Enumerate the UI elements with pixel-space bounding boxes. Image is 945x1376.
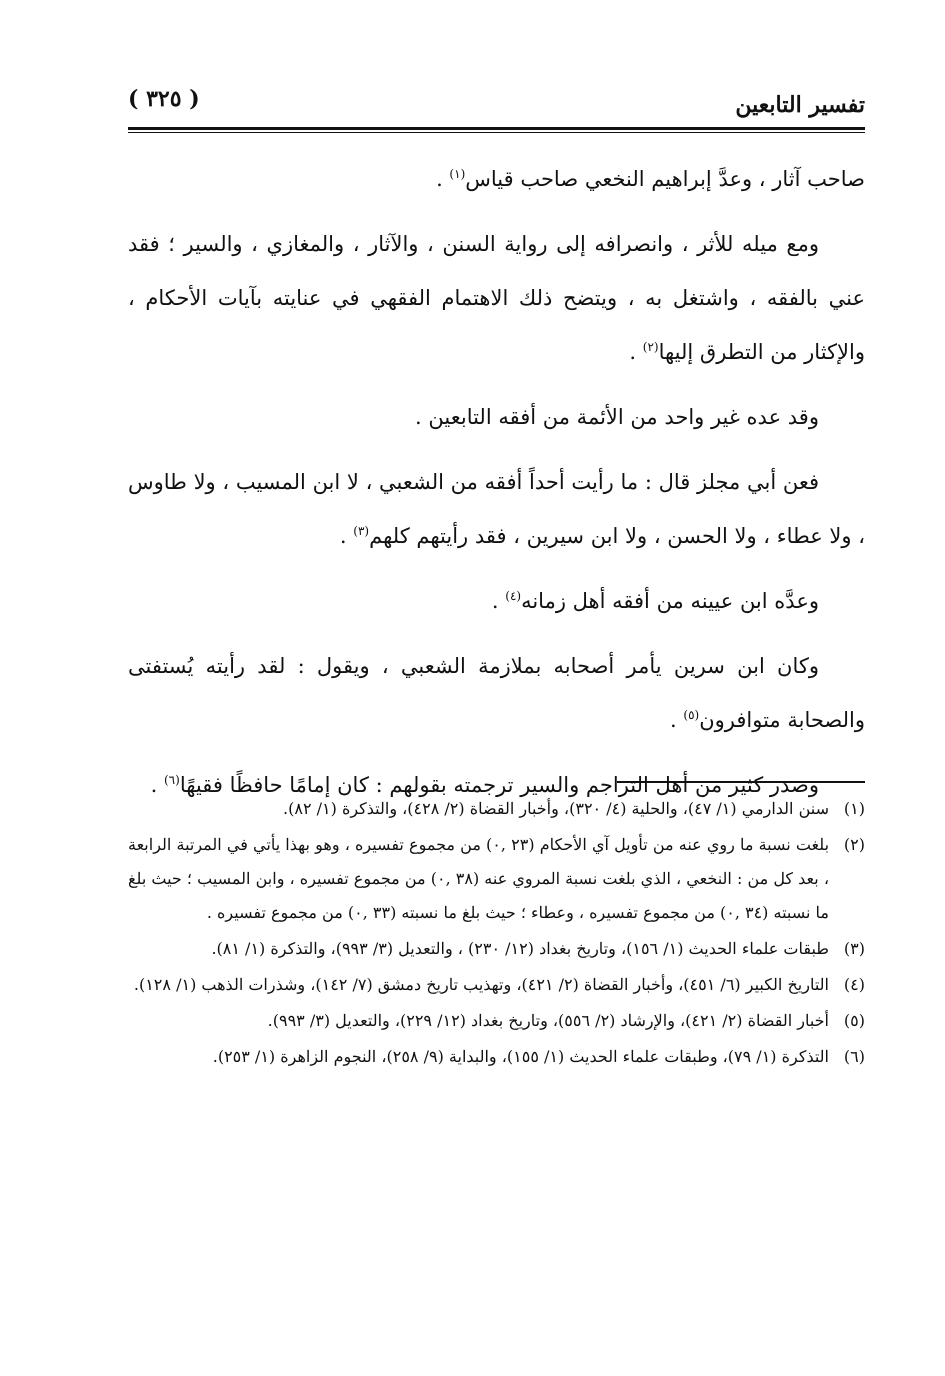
page-number: ( ٣٢٥ ) [128,86,200,112]
running-title: تفسير التابعين [735,92,865,118]
footnote-separator [617,781,865,783]
paragraph: ومع ميله للأثر ، وانصرافه إلى رواية السنن ، والآثار ، والمغازي ، والسير ؛ فقد عني بالفقه ، واشتغل به ، ويتضح ذلك الاهتمام الفقهي في عنايته بآيات الأحكام ، والإكثار من التطرق إليها$^{(٢)}$ . [128,232,865,364]
footnote-number: (٣) [843,939,865,958]
footnote-ref: (٥) [683,708,700,722]
footnote [128,932,865,966]
footnote-ref: (٦) [163,773,180,787]
footnote-ref: (٤) [505,589,522,603]
footnote-number: (٦) [843,1047,865,1066]
footnote-ref: (٣) [353,524,370,538]
paragraph: وكان ابن سرين يأمر أصحابه بملازمة الشعبي ، ويقول : لقد رأيته يُستفتى والصحابة متوافرون$^{(٥)}$ . [128,654,865,732]
footnote-text: بلغت نسبة ما روي عنه من تأويل آي الأحكام (٢٣ ,٠) من مجموع تفسيره ، وهو بهذا يأتي في المرتبة الرابعة ، بعد كل من : النخعي ، الذي بلغت نسبة المروي عنه (٣٨ ,٠) من مجموع تفسيره ، وابن المسيب ؛ حيث بلغ ما نسبته (٣٤ ,٠) من مجموع تفسيره ، وعطاء ؛ حيث بلغ ما نسبته (٣٣ ,٠) من مجموع تفسيره . [128,835,830,922]
page-header [128,82,865,128]
paragraph: صاحب آثار ، وعدَّ إبراهيم النخعي صاحب قياس$^{(١)}$ . [436,167,865,191]
footnote [128,1040,865,1074]
main-text [128,152,865,823]
footnote [128,968,865,1002]
footnote-ref: (٢) [642,340,659,354]
footnote-text: التاريخ الكبير (٦/ ٤٥١)، وأخبار القضاة (٢/ ٤٢١)، وتهذيب تاريخ دمشق (٧/ ١٤٢)، وشذرات الذهب (١/ ١٢٨). [133,975,829,994]
footnote-number: (١) [843,799,865,818]
footnote-number: (٥) [843,1011,865,1030]
footnote [128,792,865,826]
paragraph: وعدَّه ابن عيينه من أفقه أهل زمانه$^{(٤)}$ . [491,589,819,613]
paragraph: وصدر كثير من أهل التراجم والسير ترجمته بقولهم : كان إمامًا حافظًا فقيهًا$^{(٦)}$ . [150,773,819,797]
footnote [128,828,865,930]
header-rule [128,127,865,133]
footnotes [128,792,865,1076]
footnote [128,1004,865,1038]
footnote-number: (٤) [843,975,865,994]
footnote-text: التذكرة (١/ ٧٩)، وطبقات علماء الحديث (١/ ١٥٥)، والبداية (٩/ ٢٥٨)، النجوم الزاهرة (١/ ٢٥٣). [212,1047,829,1066]
footnote-text: سنن الدارمي (١/ ٤٧)، والحلية (٤/ ٣٢٠)، وأخبار القضاة (٢/ ٤٢٨)، والتذكرة (١/ ٨٢). [283,799,829,818]
footnote-ref: (١) [449,167,466,181]
footnote-text: أخبار القضاة (٢/ ٤٢١)، والإرشاد (٢/ ٥٥٦)، وتاريخ بغداد (١٢/ ٢٢٩)، والتعديل (٣/ ٩٩٣). [267,1011,829,1030]
footnote-number: (٢) [843,835,865,854]
paragraph: فعن أبي مجلز قال : ما رأيت أحداً أفقه من الشعبي ، لا ابن المسيب ، ولا طاوس ، ولا عطاء ، ولا الحسن ، ولا ابن سيرين ، فقد رأيتهم كلهم$^{(٣)}$ . [128,470,865,548]
paragraph: وقد عده غير واحد من الأئمة من أفقه التابعين . [415,405,819,429]
footnote-text: طبقات علماء الحديث (١/ ١٥٦)، وتاريخ بغداد (١٢/ ٢٣٠) ، والتعديل (٣/ ٩٩٣)، والتذكرة (١/ ٨١). [211,939,829,958]
